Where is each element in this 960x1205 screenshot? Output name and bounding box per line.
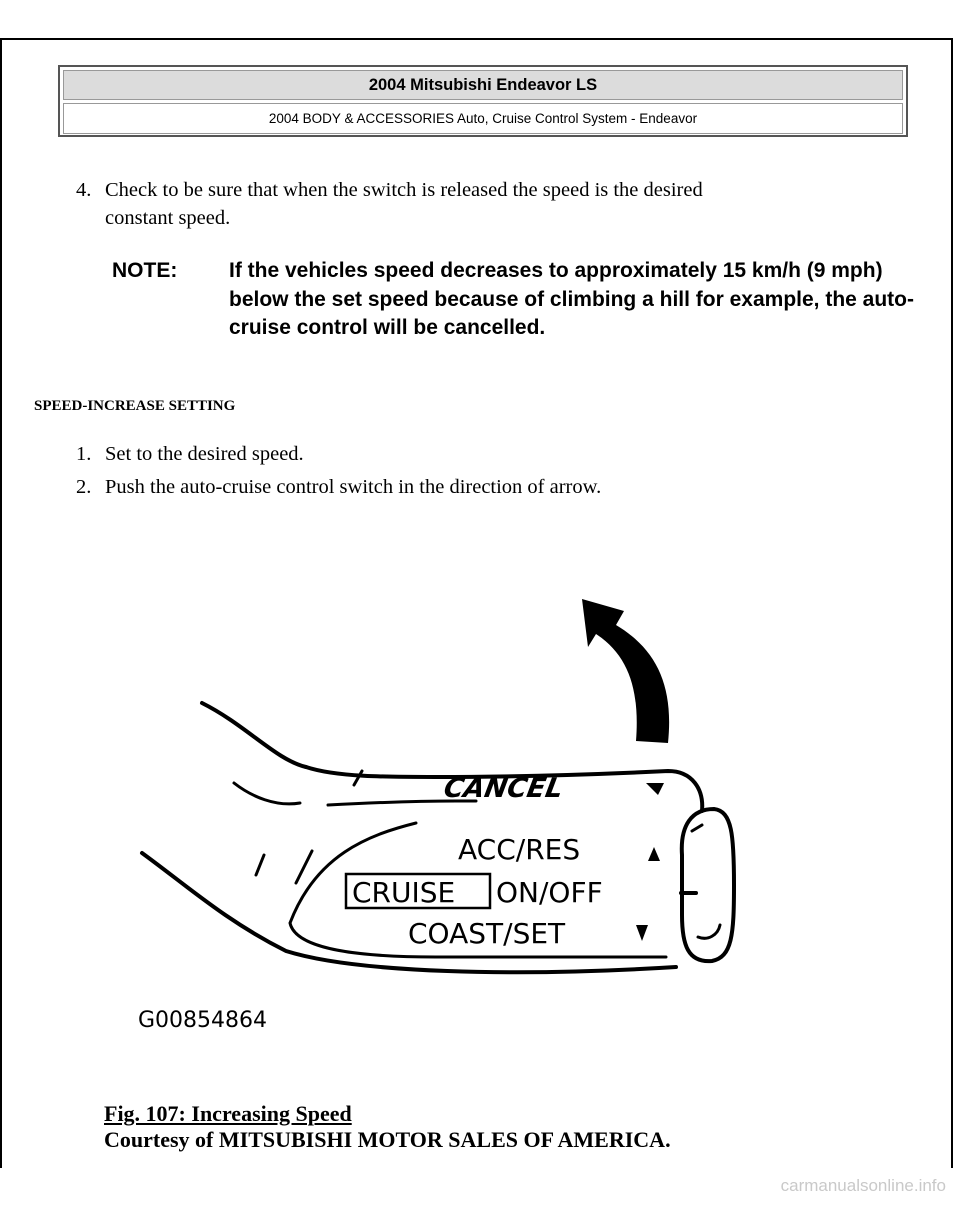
acc-res-label: ACC/RES: [458, 833, 581, 866]
coast-set-label: COAST/SET: [408, 917, 566, 950]
cruise-switch-illustration: [136, 585, 736, 1045]
figure-code: G00854864: [138, 1008, 268, 1033]
document-title: 2004 Mitsubishi Endeavor LS: [63, 70, 903, 100]
note-label: NOTE:: [112, 259, 178, 282]
figure-courtesy: Courtesy of MITSUBISHI MOTOR SALES OF AMERICA.: [104, 1127, 671, 1152]
direction-arrow-icon: [582, 599, 669, 743]
document-header: [58, 65, 908, 137]
note-text: If the vehicles speed decreases to approximately 15 km/h (9 mph) below the set speed because of climbing a hill for example, the auto-cruise control will be cancelled.: [229, 259, 914, 339]
step-text-line1: Check to be sure that when the switch is released the speed is the desired: [105, 179, 703, 201]
cancel-label: CANCEL: [441, 773, 566, 804]
up-arrow-icon: [648, 847, 660, 861]
step-number: 4.: [76, 179, 92, 201]
step-text-line2: constant speed.: [105, 207, 231, 229]
watermark: carmanualsonline.info: [780, 1176, 946, 1195]
step-text: Set to the desired speed.: [105, 443, 304, 465]
step-number: 1.: [76, 443, 92, 465]
section-heading: SPEED-INCREASE SETTING: [34, 398, 236, 414]
figure-caption[interactable]: Fig. 107: Increasing Speed: [104, 1101, 352, 1126]
document-subtitle: 2004 BODY & ACCESSORIES Auto, Cruise Control System - Endeavor: [63, 103, 903, 134]
on-off-label: ON/OFF: [496, 876, 603, 909]
step-number: 2.: [76, 476, 92, 498]
cruise-label: CRUISE: [352, 876, 456, 909]
step-text: Push the auto-cruise control switch in the direction of arrow.: [105, 476, 602, 498]
down-arrow-icon: [636, 925, 648, 941]
cancel-indicator-icon: [646, 783, 664, 795]
figure-cruise-switch: [136, 585, 736, 1045]
